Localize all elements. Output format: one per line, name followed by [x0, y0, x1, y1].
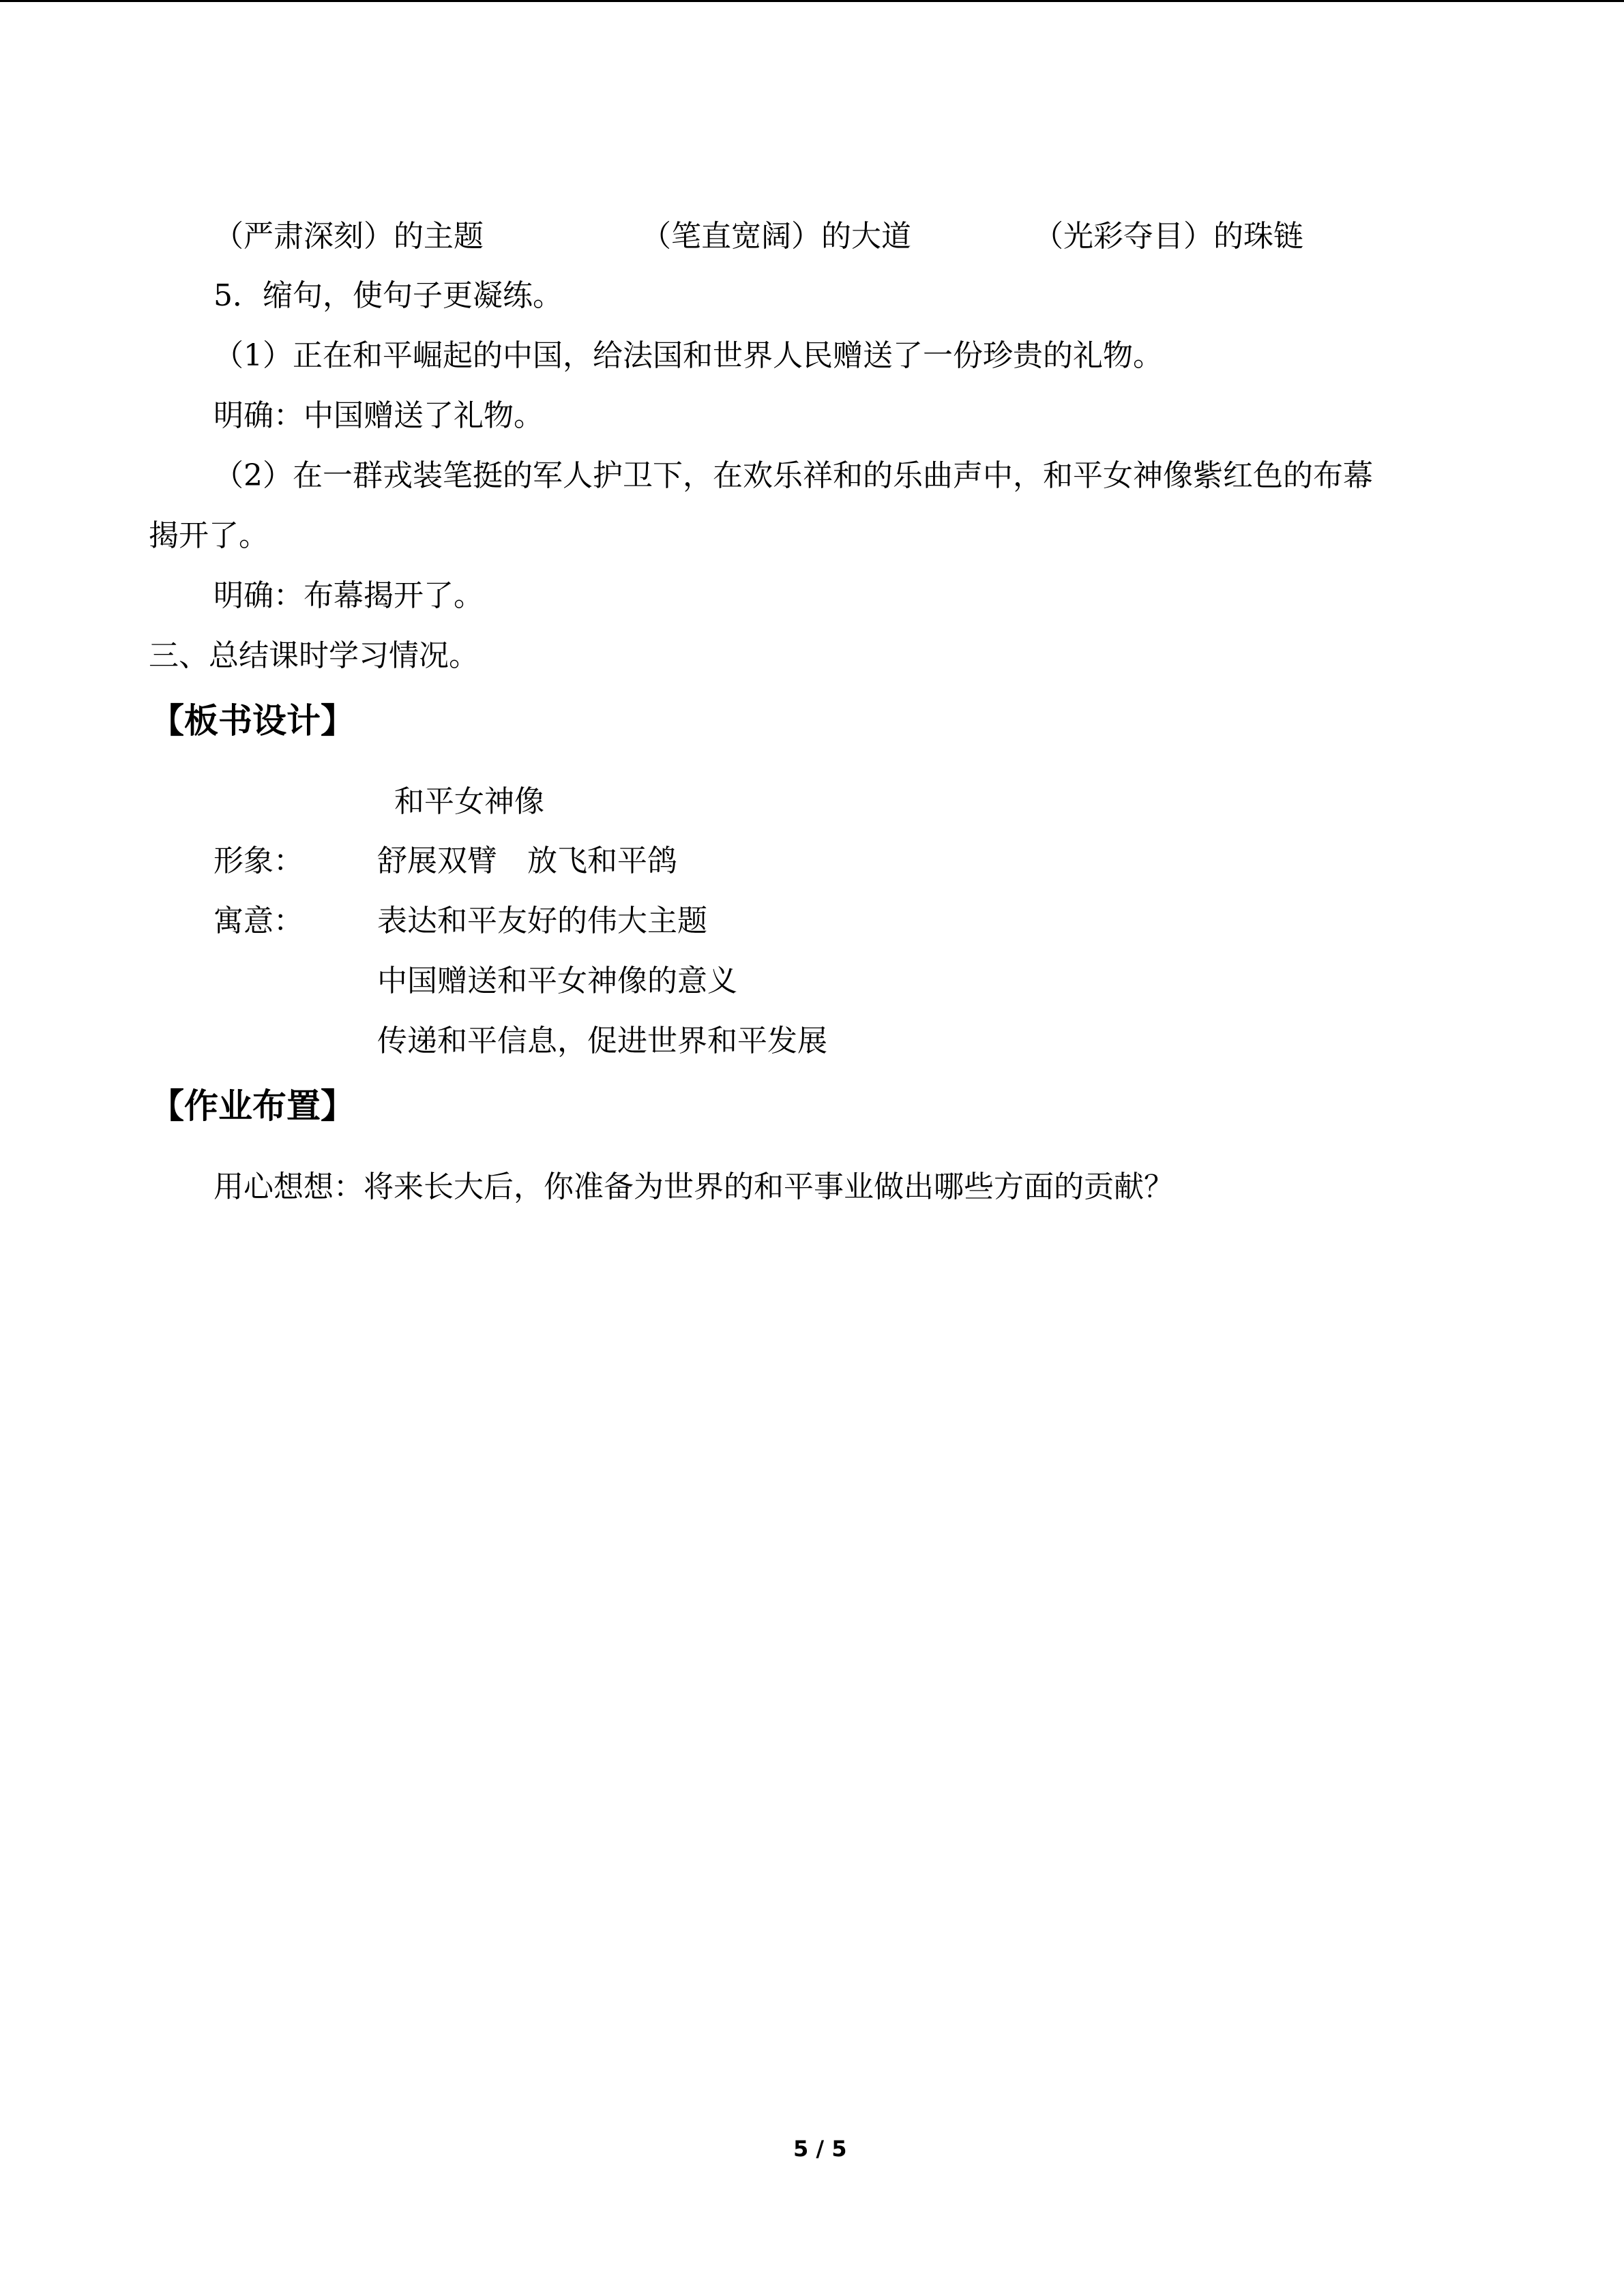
question-5-answer-1: 明确：中国赠送了礼物。 [213, 398, 544, 433]
board-design-title: 和平女神像 [394, 784, 544, 819]
board-design-label-meaning: 寓意： [213, 904, 304, 938]
board-design-meaning-3: 传递和平信息，促进世界和平发展 [377, 1024, 827, 1058]
question-5-title: 5．缩句，使句子更凝练。 [213, 278, 563, 313]
row1-item1: （严肃深刻）的主题 [213, 219, 484, 254]
board-design-meaning-1: 表达和平友好的伟大主题 [377, 904, 707, 938]
homework-text: 用心想想：将来长大后，你准备为世界的和平事业做出哪些方面的贡献？ [213, 1169, 1174, 1204]
question-5-sentence-1: （1）正在和平崛起的中国，给法国和世界人民赠送了一份珍贵的礼物。 [213, 338, 1163, 373]
question-5-answer-2: 明确：布幕揭开了。 [213, 578, 484, 613]
board-design-image-text: 舒展双臂 放飞和平鸽 [377, 844, 677, 878]
board-design-meaning-2: 中国赠送和平女神像的意义 [377, 964, 737, 998]
question-5-sentence-2-line-2: 揭开了。 [149, 518, 269, 553]
board-design-label-image: 形象： [213, 844, 304, 878]
homework-heading: 【作业布置】 [150, 1086, 355, 1126]
question-5-sentence-2-line-1: （2）在一群戎装笔挺的军人护卫下，在欢乐祥和的乐曲声中，和平女神像紫红色的布幕 [213, 458, 1373, 493]
row1-item2: （笔直宽阔）的大道 [641, 219, 911, 254]
section-3-summary: 三、总结课时学习情况。 [149, 638, 479, 673]
board-design-heading: 【板书设计】 [150, 701, 355, 741]
page-number: 5 / 5 [793, 2136, 847, 2162]
page-top-border [0, 0, 1624, 2]
row1-item3: （光彩夺目）的珠链 [1033, 219, 1303, 254]
